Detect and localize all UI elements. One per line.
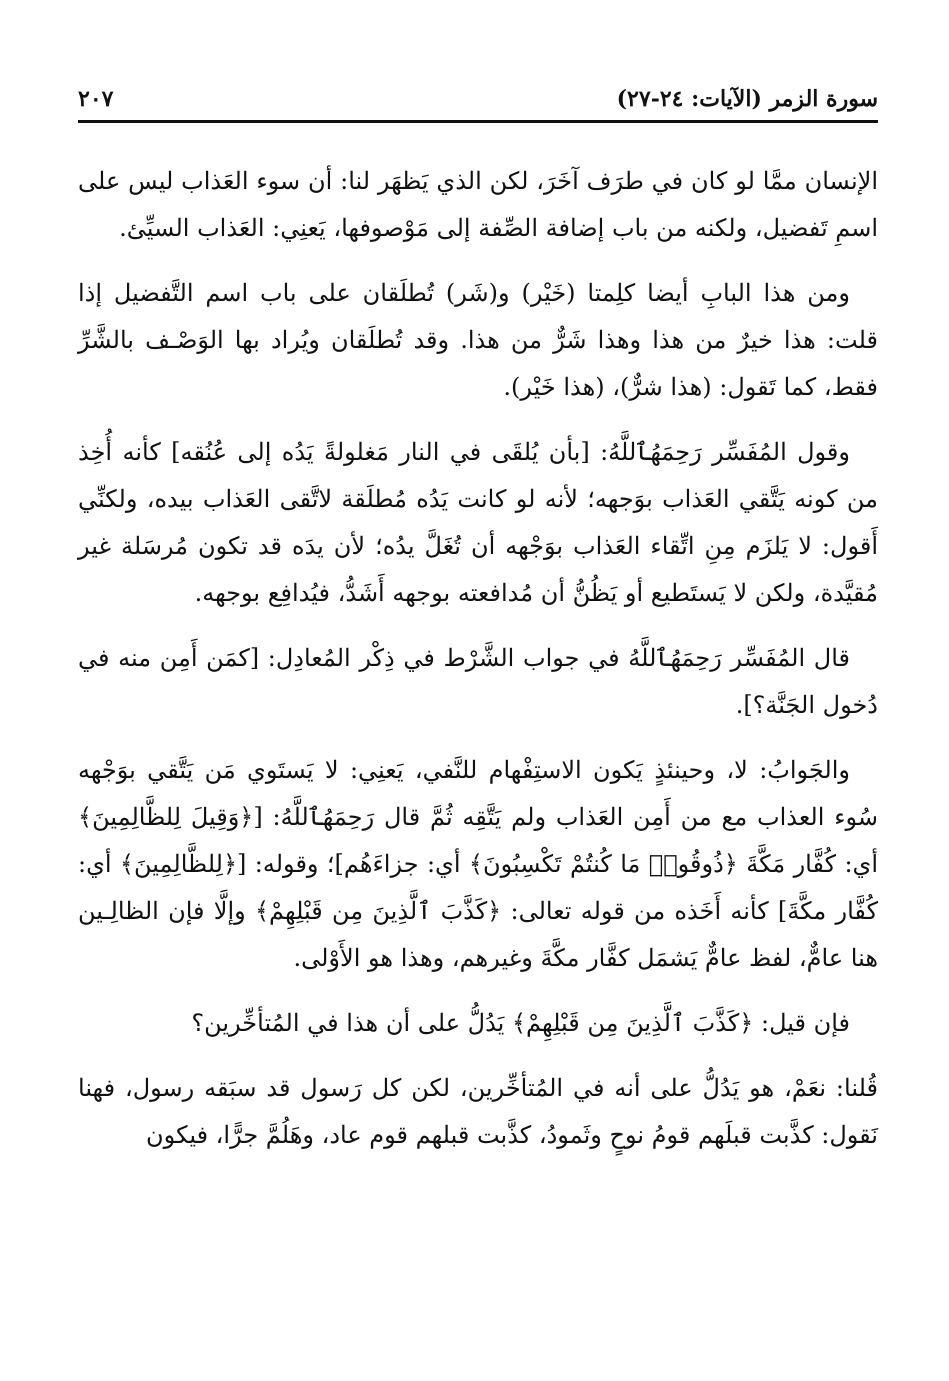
paragraph-3: وقول المُفَسِّر رَحِمَهُٱللَّهُ: [بأن يُلقَى في النار مَغلولةً يَدُه إلى عُنُقه] كأنه أُخِذ من كونه يَتَّقي العَذاب بوَجهه؛ لأنه لو كانت يَدُه مُطلَقة لاتَّقى العَذاب بيده، ولكنِّي أَقول: لا يَلزَم مِنِ اتِّقاء العَذاب بوَجْهه أن تُغَلَّ يدُه؛ لأن يدَه قد تكون مُرسَلة غير مُقيَّدة، ولكن لا يَستَطيع أو يَظُنُّ أن مُدافعته بوجهه أَشَدُّ، فيُدافِع بوجهه. [78,438,878,607]
page-header [78,80,878,124]
paragraph-2: ومن هذا البابِ أيضا كلِمتا (خَيْر) و(شَر) تُطلَقان على باب اسم التَّفضيل إذا قلت: هذا خيرٌ من هذا وهذا شَرٌّ من هذا. وقد تُطلَقان ويُراد بها الوَصْـف بالشَّرِّ فقط، كما تَقول: (هذا شرٌّ)، (هذا خَيْر). [78,279,878,401]
paragraph-4: قال المُفَسِّر رَحِمَهُٱللَّهُ في جواب الشَّرْط في ذِكْر المُعادِل: [كمَن أَمِن منه في دُخول الجَنَّة؟]. [78,644,878,719]
paragraph-6: فإن قيل: ﴿كَذَّبَ ٱلَّذِينَ مِن قَبْلِهِمْ﴾ يَدُلُّ على أن هذا في المُتأخِّرين؟ [191,1009,850,1037]
page-number: ٢٠٧ [78,86,114,112]
page-body [78,158,878,1159]
running-title: سورة الزمر (الآيات: ٢٤-٢٧) [616,86,878,112]
paragraph-7: قُلنا: نعَمْ، هو يَدُلُّ على أنه في المُتأخِّرين، لكن كل رَسول قد سبَقه رسول، فهنا نَقول: كذَّبت قبلَهم قومُ نوحٍ وثَمودُ، كذَّبت قبلهم قوم عاد، وهَلُمَّ جرًّا، فيكون [78,1074,878,1149]
paragraph-1: الإنسان ممَّا لو كان في طرَف آخَرَ، لكن الذي يَظهَر لنا: أن سوء العَذاب ليس على اسمِ تَفضيل، ولكنه من باب إضافة الصِّفة إلى مَوْصوفها، يَعنِي: العَذاب السيِّئ. [78,167,878,242]
book-page [78,80,878,1300]
header-divider [78,120,878,123]
paragraph-5: والجَوابُ: لا، وحينئذٍ يَكون الاستِفْهام للنَّفي، يَعنِي: لا يَستَوي مَن يَتَّقي بوَجْهه سُوء العذاب مع من أَمِن العَذاب ولم يَتَّقِه ثُمَّ قال رَحِمَهُٱللَّهُ: [﴿وَقِيلَ لِلظَّالِمِينَ﴾ أي: كُفَّار مَكَّةَ ﴿ذُوقُوا۟ مَا كُنتُمْ تَكْسِبُونَ﴾ أي: جزاءَهُم]؛ وقوله: [﴿لِلظَّالِمِينَ﴾ أي: كُفَّار مكَّةَ] كأنه أَخَذه من قوله تعالى: ﴿كَذَّبَ ٱلَّذِينَ مِن قَبْلِهِمْ﴾ وإلَّا فإن الظالِـين هنا عامٌّ، لفظ عامٌّ يَشمَل كفَّار مكَّةَ وغيرهم، وهذا هو الأَوْلى. [78,756,878,972]
